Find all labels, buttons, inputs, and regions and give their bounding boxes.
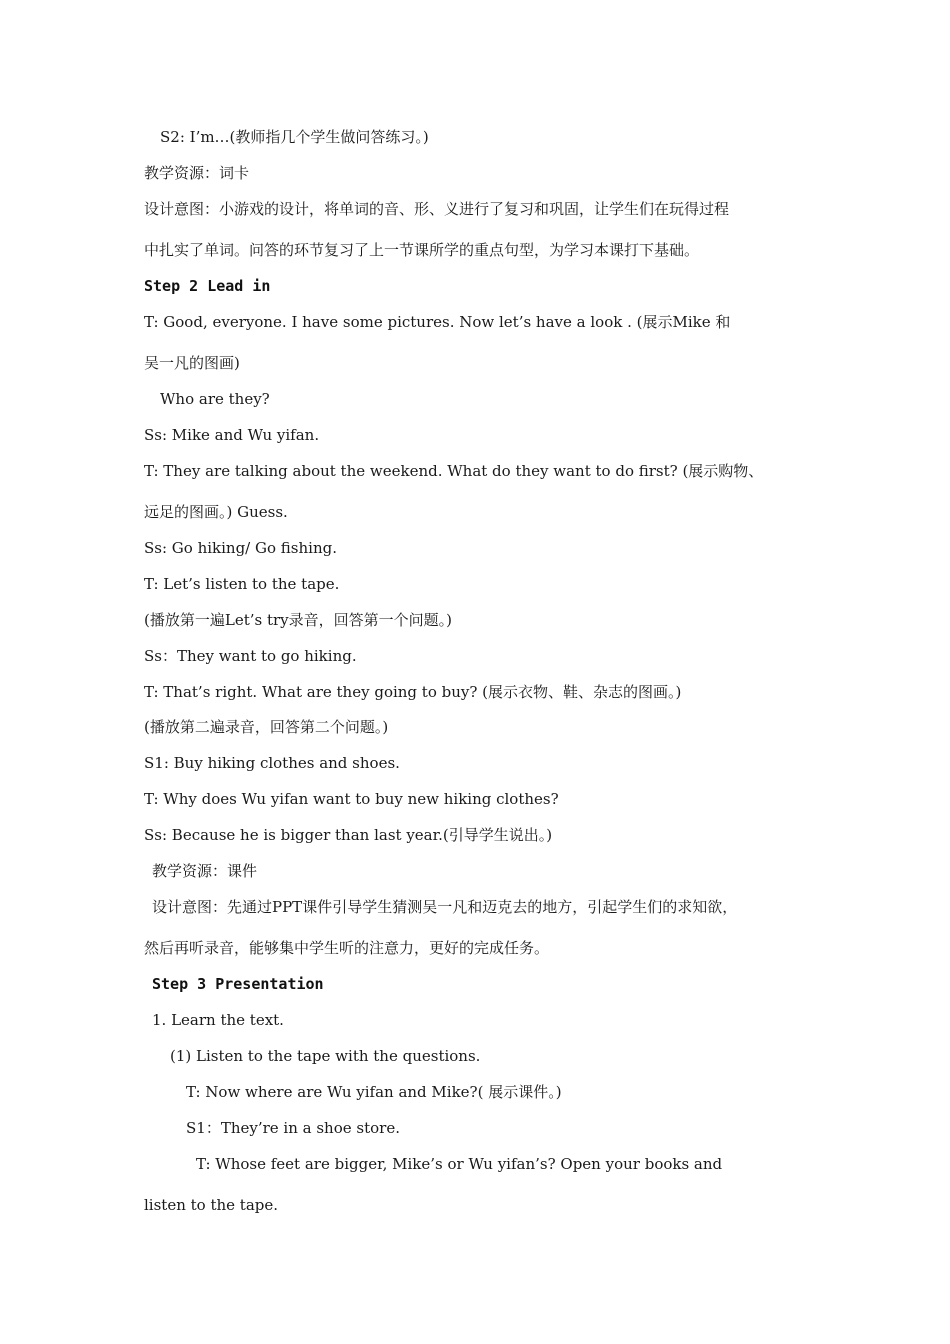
line-design-intent-1b: 中扎实了单词。问答的环节复习了上一节课所学的重点句型，为学习本课打下基础。 (144, 241, 700, 259)
line-teacher-buy: T: That’s right. What are they going to buy? (展示衣物、鞋、杂志的图画。) (144, 683, 682, 701)
line-s1-buy: S1: Buy hiking clothes and shoes. (144, 754, 400, 772)
line-resource-courseware: 教学资源：课件 (152, 862, 258, 880)
line-listen-questions: (1) Listen to the tape with the questions. (170, 1047, 481, 1065)
line-teacher-why: T: Why does Wu yifan want to buy new hiking clothes? (144, 790, 559, 808)
line-s1-shoe-store: S1：They’re in a shoe store. (186, 1119, 400, 1137)
step-2-heading: Step 2 Lead in (144, 277, 271, 295)
line-guess: 远足的图画。) Guess. (144, 503, 288, 521)
line-s2-answer: S2: I’m…(教师指几个学生做问答练习。) (160, 128, 429, 146)
line-show-pictures: 吴一凡的图画) (144, 354, 240, 372)
line-teacher-where: T: Now where are Wu yifan and Mike?( 展示课件。) (186, 1083, 562, 1101)
line-learn-text: 1. Learn the text. (152, 1011, 284, 1029)
line-design-intent-2b: 然后再听录音，能够集中学生听的注意力，更好的完成任务。 (144, 939, 550, 957)
line-teacher-weekend: T: They are talking about the weekend. What do they want to do first? (展示购物、 (144, 462, 764, 480)
line-design-intent-1a: 设计意图：小游戏的设计，将单词的音、形、义进行了复习和巩固，让学生们在玩得过程 (144, 200, 730, 218)
line-ss-because: Ss: Because he is bigger than last year.(引导学生说出。) (144, 826, 553, 844)
line-teacher-listen: T: Let’s listen to the tape. (144, 575, 340, 593)
line-design-intent-2a: 设计意图：先通过PPT课件引导学生猜测吴一凡和迈克去的地方，引起学生们的求知欲， (152, 898, 738, 916)
line-teacher-good: T: Good, everyone. I have some pictures. Now let’s have a look . (展示Mike 和 (144, 313, 731, 331)
line-ss-mike: Ss: Mike and Wu yifan. (144, 426, 320, 444)
line-ss-want-hiking: Ss：They want to go hiking. (144, 647, 357, 665)
line-listen-tape: listen to the tape. (144, 1196, 279, 1214)
line-resource-cards: 教学资源：词卡 (144, 164, 250, 182)
line-play-second: (播放第二遍录音，回答第二个问题。) (144, 718, 389, 736)
line-teacher-whose-feet: T: Whose feet are bigger, Mike’s or Wu yifan’s? Open your books and (196, 1155, 723, 1173)
line-play-first: (播放第一遍Let’s try录音，回答第一个问题。) (144, 611, 452, 629)
line-who-are-they: Who are they? (160, 390, 270, 408)
line-ss-go-hiking: Ss: Go hiking/ Go fishing. (144, 539, 337, 557)
step-3-heading: Step 3 Presentation (152, 975, 324, 993)
